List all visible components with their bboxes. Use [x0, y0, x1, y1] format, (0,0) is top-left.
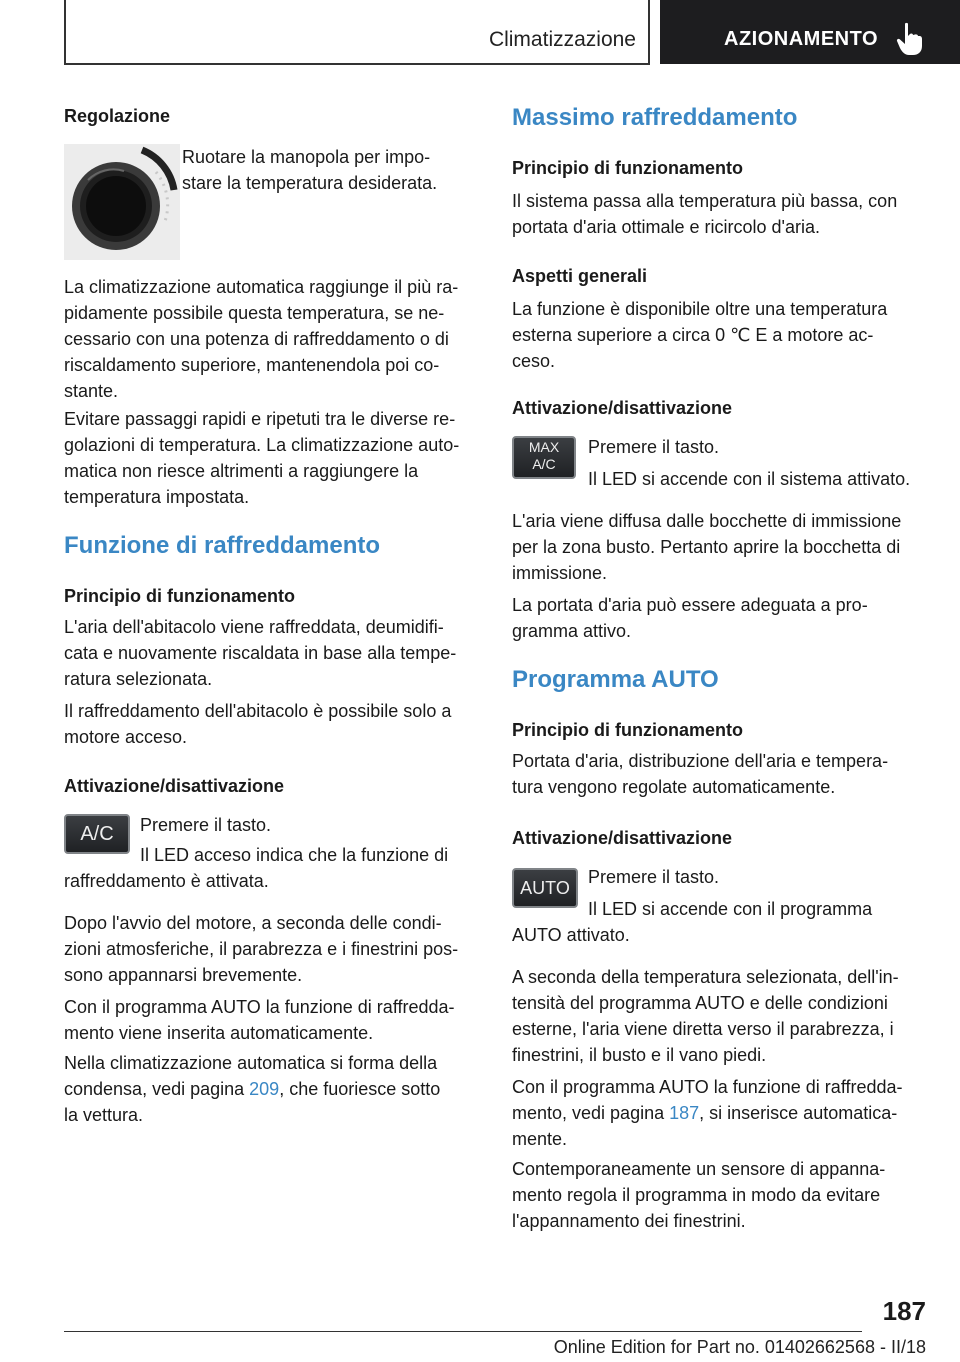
- header-rule-divider: [648, 0, 650, 64]
- knob-instruction-line-2: stare la temperatura desiderata.: [182, 173, 438, 193]
- heading-regolazione: Regolazione: [64, 106, 171, 126]
- knob-instruction-line-1: Ruotare la manopola per impo-: [182, 147, 431, 167]
- paragraph-auto-climate: La climatizzazione automatica raggiunge il più ra- pidamente possibile questa temperatura, se ne- cessario con una potenza di raffreddamento o di riscaldamento superiore, mantenendola poi co- stante.: [64, 277, 459, 401]
- paragraph-general-aspects: La funzione è disponibile oltre una temperatura esterna superiore a circa 0 ℃ E a motore ac- ceso.: [512, 299, 888, 371]
- paragraph-avoid-changes: Evitare passaggi rapidi e ripetuti tra le diverse re- golazioni di temperatura. La climatizzazione auto- matica non riesce altrimenti a raggiungere la temperatura impostata.: [64, 409, 460, 507]
- page-link-209[interactable]: 209: [249, 1079, 280, 1099]
- footer-edition: Online Edition for Part no. 01402662568 - II/18: [553, 1337, 926, 1357]
- page-link-187[interactable]: 187: [669, 1103, 700, 1123]
- heading-attivazione-auto: Attivazione/disattivazione: [512, 828, 733, 848]
- paragraph-auto-cooling-ref: Con il programma AUTO la funzione di raffredda- mento, vedi pagina 187, si inserisce automatica- mente.: [512, 1077, 903, 1149]
- max-ac-instruction-led: Il LED si accende con il sistema attivato.: [588, 469, 911, 489]
- page-number: 187: [882, 1296, 926, 1326]
- auto-instruction-press: Premere il tasto.: [588, 867, 720, 887]
- ac-instruction-led-2: raffreddamento è attivata.: [64, 871, 269, 891]
- heading-massimo-raffreddamento: Massimo raffreddamento: [512, 104, 798, 131]
- hand-pointer-icon: [896, 22, 924, 56]
- heading-attivazione: Attivazione/disattivazione: [64, 776, 285, 796]
- paragraph-fog-sensor: Contemporaneamente un sensore di appanna- mento regola il programma in modo da evitare l'appannamento dei finestrini.: [512, 1159, 886, 1231]
- paragraph-air-flow: La portata d'aria può essere adeguata a pro- gramma attivo.: [512, 595, 868, 641]
- max-ac-button[interactable]: [512, 436, 576, 479]
- heading-principio-max: Principio di funzionamento: [512, 158, 743, 178]
- max-ac-instruction-press: Premere il tasto.: [588, 437, 720, 457]
- ac-button[interactable]: [64, 814, 130, 854]
- header-section-title: Climatizzazione: [488, 28, 636, 51]
- ac-instruction-press: Premere il tasto.: [140, 815, 272, 835]
- paragraph-auto-principle: Portata d'aria, distribuzione dell'aria e tempera- tura vengono regolate automaticamente.: [512, 751, 889, 797]
- auto-button-label: AUTO: [520, 878, 570, 898]
- max-ac-label-bottom: A/C: [532, 456, 556, 472]
- auto-instruction-led-1: Il LED si accende con il programma: [588, 899, 873, 919]
- paragraph-fogging: Dopo l'avvio del motore, a seconda delle condi- zioni atmosferiche, il parabrezza e i finestrini pos- sono appannarsi brevemente.: [64, 913, 459, 985]
- temperature-knob-image: [64, 144, 180, 260]
- temperature-knob-icon: [64, 144, 180, 260]
- heading-aspetti-generali: Aspetti generali: [512, 266, 648, 286]
- heading-principio-auto: Principio di funzionamento: [512, 720, 743, 740]
- auto-instruction-led-2: AUTO attivato.: [512, 925, 630, 945]
- paragraph-cooling-principle: L'aria dell'abitacolo viene raffreddata, deumidifi- cata e nuovamente riscaldata in base alla tempe- ratura selezionata.: [64, 617, 457, 689]
- header-rule-left: [64, 0, 66, 64]
- heading-attivazione-max: Attivazione/disattivazione: [512, 398, 733, 418]
- header-chapter-label: AZIONAMENTO: [724, 28, 879, 50]
- heading-programma-auto: Programma AUTO: [512, 666, 719, 693]
- paragraph-max-principle: Il sistema passa alla temperatura più bassa, con portata d'aria ottimale e ricircolo d'aria.: [512, 191, 898, 237]
- footer-rule: [64, 1331, 862, 1332]
- paragraph-auto-cooling: Con il programma AUTO la funzione di raffredda- mento viene inserita automaticamente.: [64, 997, 455, 1043]
- paragraph-air-diffused: L'aria viene diffusa dalle bocchette di immissione per la zona busto. Pertanto aprire la bocchetta di immissione.: [512, 511, 902, 583]
- heading-principio: Principio di funzionamento: [64, 586, 295, 606]
- heading-funzione-raffreddamento: Funzione di raffreddamento: [64, 532, 381, 559]
- ac-button-label: A/C: [80, 823, 114, 845]
- paragraph-engine-on: Il raffreddamento dell'abitacolo è possibile solo a motore acceso.: [64, 701, 452, 747]
- header-rule-bottom: [64, 63, 650, 65]
- header-chapter-tab[interactable]: [660, 0, 960, 64]
- ac-instruction-led-1: Il LED acceso indica che la funzione di: [140, 845, 449, 865]
- max-ac-label-top: MAX: [528, 439, 560, 455]
- paragraph-condensation: Nella climatizzazione automatica si forma della condensa, vedi pagina 209, che fuoriesce sotto la vettura.: [64, 1053, 441, 1125]
- auto-button[interactable]: [512, 868, 578, 908]
- paragraph-auto-direction: A seconda della temperatura selezionata, dell'in- tensità del programma AUTO e delle condizioni esterne, l'aria viene diretta verso il parabrezza, i finestrini, il busto e il vano piedi.: [512, 967, 899, 1065]
